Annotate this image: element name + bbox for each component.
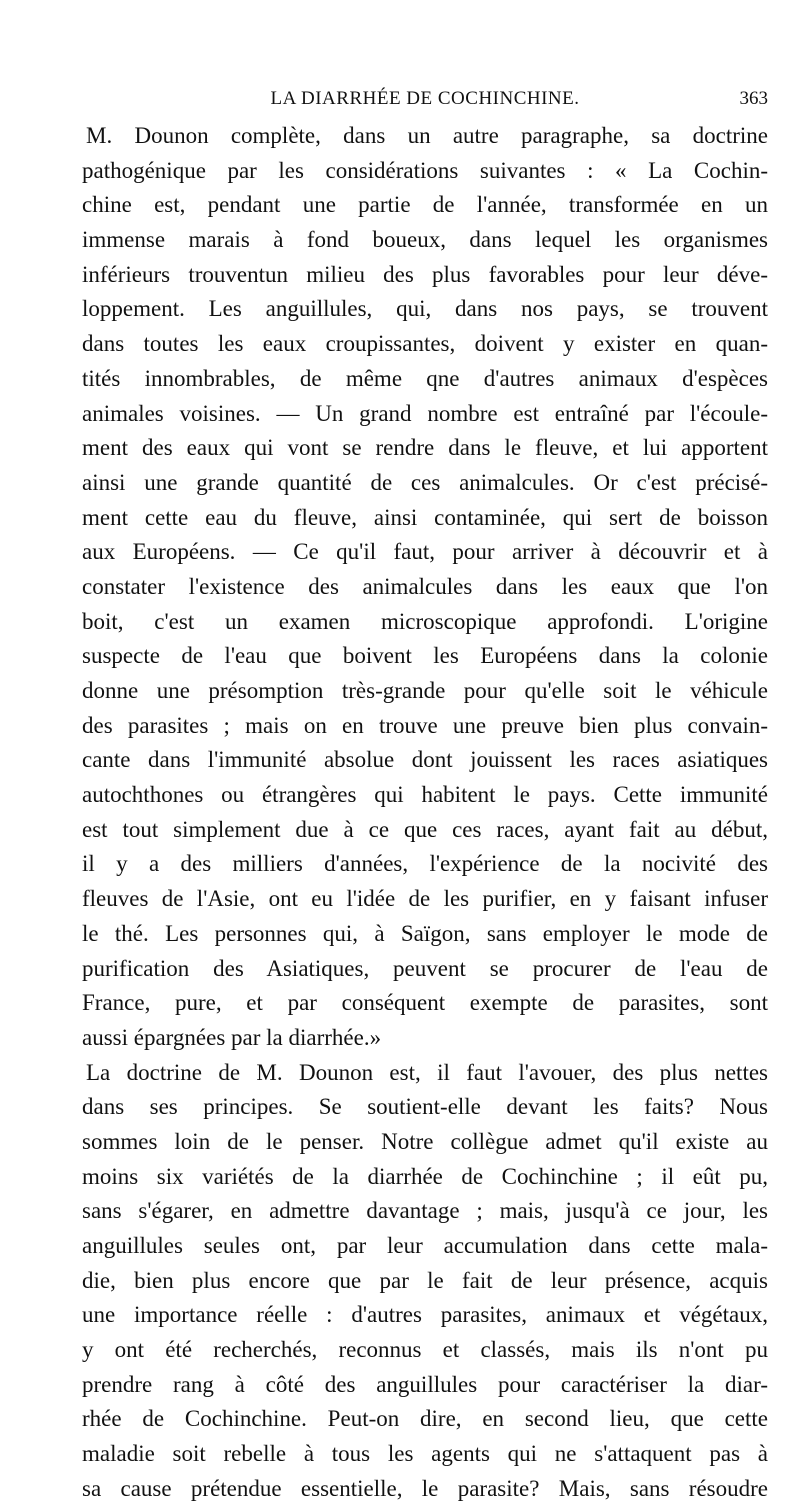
text-line: France, pure, et par conséquent exempte de parasites, sont [82, 990, 768, 1016]
text-line: pathogénique par les considérations suivantes : « La Cochin- [82, 157, 768, 183]
text-line: fleuves de l'Asie, ont eu l'idée de les purifier, en y faisant infuser [82, 886, 768, 912]
text-line: sa cause prétendue essentielle, le parasite? Mais, sans résoudre [82, 1475, 768, 1501]
text-line: die, bien plus encore que par le fait de leur présence, acquis [82, 1267, 768, 1293]
text-line: ment des eaux qui vont se rendre dans le fleuve, et lui apportent [82, 435, 768, 461]
text-line: il y a des milliers d'années, l'expérience de la nocivité des [82, 851, 768, 877]
text-line: La doctrine de M. Dounon est, il faut l'avouer, des plus nettes [86, 1059, 768, 1085]
text-line: le thé. Les personnes qui, à Saïgon, sans employer le mode de [82, 920, 768, 946]
text-line: rhée de Cochinchine. Peut-on dire, en second lieu, que cette [82, 1406, 768, 1432]
text-line: ment cette eau du fleuve, ainsi contaminée, qui sert de boisson [82, 504, 768, 530]
text-line: tités innombrables, de même qne d'autres animaux d'espèces [82, 365, 768, 391]
text-line: des parasites ; mais on en trouve une preuve bien plus convain- [82, 712, 768, 738]
text-line: chine est, pendant une partie de l'année, transformée en un [82, 192, 768, 218]
text-line: maladie soit rebelle à tous les agents qui ne s'attaquent pas à [82, 1441, 768, 1467]
text-line: sommes loin de le penser. Notre collègue admet qu'il existe au [82, 1128, 768, 1154]
text-line: moins six variétés de la diarrhée de Cochinchine ; il eût pu, [82, 1163, 768, 1189]
text-line: aussi épargnées par la diarrhée.» [82, 1024, 382, 1050]
text-line: anguillules seules ont, par leur accumulation dans cette mala- [82, 1233, 768, 1258]
text-line: M. Dounon complète, dans un autre paragraphe, sa doctrine [86, 123, 768, 148]
text-line: animales voisines. — Un grand nombre est entraîné par l'écoule- [82, 400, 768, 426]
running-head [82, 84, 768, 114]
text-line: inférieurs trouventun milieu des plus favorables pour leur déve- [82, 261, 768, 287]
body-text [82, 119, 768, 1507]
text-line: prendre rang à côté des anguillules pour caractériser la diar- [82, 1371, 768, 1397]
text-line: ainsi une grande quantité de ces animalcules. Or c'est précisé- [82, 469, 768, 495]
text-line: cante dans l'immunité absolue dont jouissent les races asiatiques [82, 747, 768, 773]
text-line: une importance réelle : d'autres parasites, animaux et végétaux, [82, 1302, 768, 1328]
text-line: est tout simplement due à ce que ces races, ayant fait au début, [82, 816, 768, 842]
paragraph [82, 119, 768, 1056]
text-line: immense marais à fond boueux, dans lequel les organismes [82, 227, 768, 253]
text-line: dans ses principes. Se soutient-elle devant les faits? Nous [82, 1094, 768, 1120]
paragraph [82, 1056, 768, 1507]
text-line: suspecte de l'eau que boivent les Européens dans la colonie [82, 643, 768, 669]
running-title: LA DIARRHÉE DE COCHINCHINE. [270, 88, 580, 109]
text-line: dans toutes les eaux croupissantes, doivent y exister en quan- [82, 331, 768, 357]
page-number: 363 [739, 88, 768, 109]
text-line: purification des Asiatiques, peuvent se procurer de l'eau de [82, 955, 768, 981]
text-line: donne une présomption très-grande pour qu'elle soit le véhicule [82, 678, 768, 703]
text-line: y ont été recherchés, reconnus et classés, mais ils n'ont pu [82, 1337, 768, 1363]
text-line: constater l'existence des animalcules dans les eaux que l'on [82, 573, 768, 599]
text-line: sans s'égarer, en admettre davantage ; mais, jusqu'à ce jour, les [82, 1198, 768, 1224]
text-line: boit, c'est un examen microscopique approfondi. L'origine [82, 608, 768, 634]
text-line: loppement. Les anguillules, qui, dans nos pays, se trouvent [82, 296, 768, 322]
text-line: aux Européens. — Ce qu'il faut, pour arriver à découvrir et à [82, 539, 768, 565]
text-line: autochthones ou étrangères qui habitent le pays. Cette immunité [82, 782, 768, 808]
